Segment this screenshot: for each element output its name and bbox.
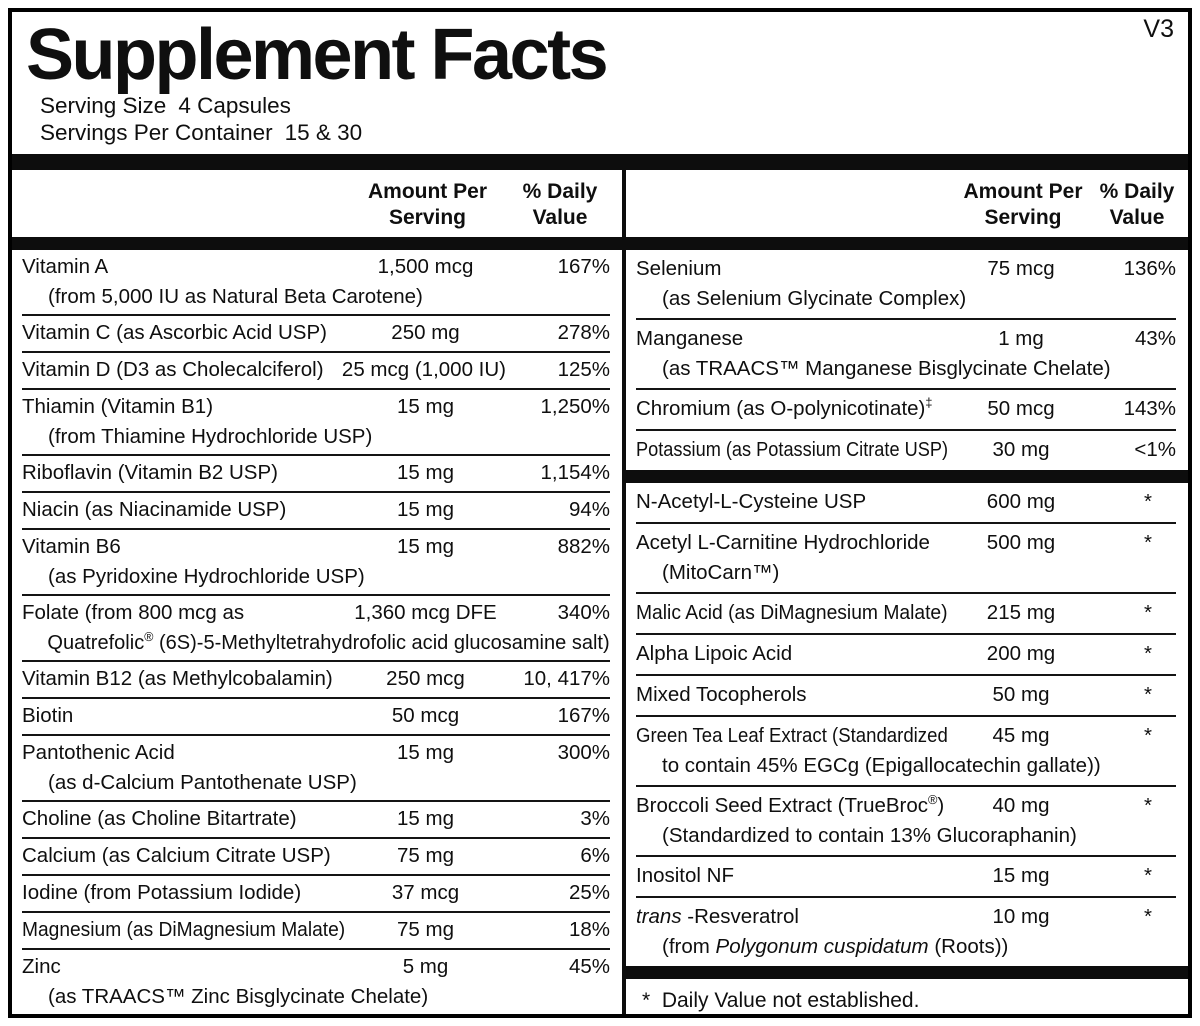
column-header [22,170,610,237]
ingredient-amount: 600 mg [986,490,1056,513]
ingredient-source: to contain 45% EGCg (Epigallocatechin gallate)) [662,754,1101,777]
ingredient-name: Potassium (as Potassium Citrate USP) [636,438,949,461]
supplement-facts-panel [8,8,1192,1018]
ingredient-daily-value: 136% [1123,257,1176,280]
ingredient-daily-value: * [1144,724,1152,747]
amount-per-serving-header: Amount Per Serving [963,180,1083,229]
ingredient-amount: 215 mg [986,601,1056,624]
ingredient-source: (as Pyridoxine Hydrochloride USP) [48,565,365,588]
ingredient-amount: 1,360 mcg DFE [354,601,497,624]
table-row [636,855,1176,896]
table-row [22,874,610,911]
ingredient-daily-value: * [1144,683,1152,706]
ingredient-amount: 15 mg [397,395,454,418]
ingredient-daily-value: * [1144,642,1152,665]
table-row [22,800,610,837]
ingredient-amount: 500 mg [986,531,1056,554]
facts-column-right [626,170,1188,1014]
ingredient-daily-value: 25% [568,881,610,904]
table-row [22,454,610,491]
ingredient-name: Selenium [636,257,722,280]
table-row [22,948,610,1014]
ingredient-name: Thiamin (Vitamin B1) [22,395,214,418]
section-divider-bar [626,966,1188,979]
servings-per-container-value: 15 & 30 [284,120,363,145]
ingredient-daily-value: 300% [557,741,610,764]
ingredient-daily-value: 167% [557,704,610,727]
table-row [22,911,610,948]
ingredient-source: (as Selenium Glycinate Complex) [662,287,967,310]
ingredient-name: Malic Acid (as DiMagnesium Malate) [636,601,948,624]
version-tag: V3 [1143,15,1174,43]
table-row [22,250,610,314]
ingredient-name: Folate (from 800 mcg as [22,601,245,624]
section-divider-bar [626,470,1188,483]
table-row [636,318,1176,388]
ingredient-daily-value: 18% [568,918,610,941]
table-row [636,483,1176,522]
footnote: * Daily Value not established. [642,989,920,1012]
ingredient-daily-value: 10, 417% [523,667,610,690]
ingredient-name: Acetyl L-Carnitine Hydrochloride [636,531,930,554]
ingredient-name: Vitamin D (D3 as Cholecalciferol) [22,358,324,381]
ingredient-amount: 10 mg [992,905,1050,928]
table-row [22,594,610,660]
ingredient-name: Magnesium (as DiMagnesium Malate) [22,918,346,941]
serving-size-value: 4 Capsules [178,93,291,118]
ingredient-name: Chromium (as O-polynicotinate)‡ [636,395,933,420]
ingredient-daily-value: 1,154% [540,461,610,484]
ingredient-source: (as TRAACS™ Zinc Bisglycinate Chelate) [48,985,429,1008]
ingredient-amount: 200 mg [986,642,1056,665]
table-row [636,592,1176,633]
serving-size-line [40,92,1068,119]
ingredient-daily-value: 1,250% [540,395,610,418]
ingredient-name: Mixed Tocopherols [636,683,807,706]
ingredient-daily-value: 340% [557,601,610,624]
ingredient-name: Calcium (as Calcium Citrate USP) [22,844,331,867]
table-row [22,734,610,800]
ingredient-name: Alpha Lipoic Acid [636,642,793,665]
ingredient-daily-value: <1% [1134,438,1176,461]
table-row [636,522,1176,592]
ingredient-source: (as TRAACS™ Manganese Bisglycinate Chelate) [662,357,1111,380]
amount-per-serving-header: Amount Per Serving [367,180,487,229]
table-row [636,429,1176,470]
table-row [22,660,610,697]
ingredient-name: N-Acetyl-L-Cysteine USP [636,490,867,513]
section-divider-bar [626,237,1188,250]
ingredient-amount: 15 mg [397,741,454,764]
table-row [22,351,610,388]
ingredient-amount: 15 mg [397,807,454,830]
ingredient-source: (from Thiamine Hydrochloride USP) [48,425,373,448]
section-divider-bar [12,237,622,250]
ingredient-amount: 75 mcg [987,257,1055,280]
table-row [636,785,1176,855]
ingredient-amount: 50 mcg [987,397,1055,420]
ingredient-name: Inositol NF [636,864,734,887]
ingredient-daily-value: * [1144,794,1152,817]
table-row [636,674,1176,715]
panel-title: Supplement Facts [26,15,607,95]
ingredient-source: (Standardized to contain 13% Glucoraphanin) [662,824,1077,847]
servings-per-container-label: Servings Per Container [40,120,273,145]
ingredient-amount: 25 mcg (1,000 IU) [341,358,506,381]
table-row [22,314,610,351]
ingredient-amount: 75 mg [397,918,454,941]
table-row [636,633,1176,674]
table-row [22,491,610,528]
ingredient-daily-value: * [1144,490,1152,513]
ingredient-amount: 1 mg [998,327,1044,350]
ingredient-daily-value: 143% [1123,397,1176,420]
column-header [636,170,1176,237]
ingredient-daily-value: 3% [580,807,610,830]
ingredient-source: (from Polygonum cuspidatum (Roots)) [662,935,1009,958]
ingredient-amount: 75 mg [397,844,454,867]
ingredient-amount: 5 mg [402,955,449,978]
ingredient-amount: 45 mg [992,724,1050,747]
percent-daily-value-header: % Daily Value [1099,180,1175,229]
ingredient-daily-value: * [1144,905,1152,928]
ingredient-name: Riboflavin (Vitamin B2 USP) [22,461,278,484]
ingredient-amount: 15 mg [397,498,454,521]
ingredient-daily-value: 125% [557,358,610,381]
ingredient-name: Choline (as Choline Bitartrate) [22,807,297,830]
table-row [636,388,1176,429]
table-row [636,250,1176,318]
table-row [22,837,610,874]
ingredient-daily-value: 882% [557,535,610,558]
ingredient-daily-value: 45% [568,955,610,978]
ingredient-daily-value: 278% [557,321,610,344]
ingredient-name: Manganese [636,327,744,350]
ingredient-name: Vitamin B6 [22,535,121,558]
ingredient-amount: 250 mcg [386,667,465,690]
ingredient-name: Niacin (as Niacinamide USP) [22,498,287,521]
ingredient-amount: 50 mcg [391,704,460,727]
ingredient-daily-value: 167% [557,255,610,278]
ingredient-name: Pantothenic Acid [22,741,175,764]
ingredient-name: Vitamin C (as Ascorbic Acid USP) [22,321,327,344]
ingredient-daily-value: 94% [568,498,610,521]
table-row [22,388,610,454]
facts-table [12,170,1188,1014]
ingredient-name: Vitamin B12 (as Methylcobalamin) [22,667,333,690]
ingredient-name: Broccoli Seed Extract (TrueBroc®) [636,792,945,817]
ingredient-name: Green Tea Leaf Extract (Standardized [636,724,948,747]
ingredient-source: Quatrefolic® (6S)-5-Methyltetrahydrofolic acid glucosamine salt) [47,629,610,654]
ingredient-daily-value: * [1144,864,1152,887]
ingredient-amount: 15 mg [397,461,454,484]
ingredient-amount: 250 mg [391,321,460,344]
facts-column-left [12,170,626,1014]
ingredient-amount: 15 mg [397,535,454,558]
ingredient-source: (MitoCarn™) [662,561,780,584]
masthead [12,12,1188,154]
ingredient-source: (as d-Calcium Pantothenate USP) [48,771,357,794]
ingredient-daily-value: * [1144,601,1152,624]
ingredient-daily-value: 43% [1134,327,1176,350]
table-row [22,697,610,734]
ingredient-name: Zinc [22,955,61,978]
serving-size-label: Serving Size [40,93,167,118]
percent-daily-value-header: % Daily Value [522,180,598,229]
ingredient-amount: 40 mg [992,794,1050,817]
ingredient-amount: 30 mg [992,438,1050,461]
ingredient-amount: 50 mg [992,683,1050,706]
ingredient-amount: 15 mg [992,864,1050,887]
servings-per-container-line [40,119,1068,146]
ingredient-name: Vitamin A [22,255,109,278]
table-row [636,896,1176,966]
ingredient-daily-value: * [1144,531,1152,554]
ingredient-amount: 37 mcg [391,881,460,904]
ingredient-source: (from 5,000 IU as Natural Beta Carotene) [48,285,423,308]
table-row [22,528,610,594]
ingredient-name: Iodine (from Potassium Iodide) [22,881,302,904]
table-row [636,715,1176,785]
ingredient-name: Biotin [22,704,74,727]
ingredient-amount: 1,500 mcg [377,255,474,278]
header-divider-bar [12,154,1188,170]
ingredient-name: trans -Resveratrol [636,905,799,928]
ingredient-daily-value: 6% [580,844,610,867]
